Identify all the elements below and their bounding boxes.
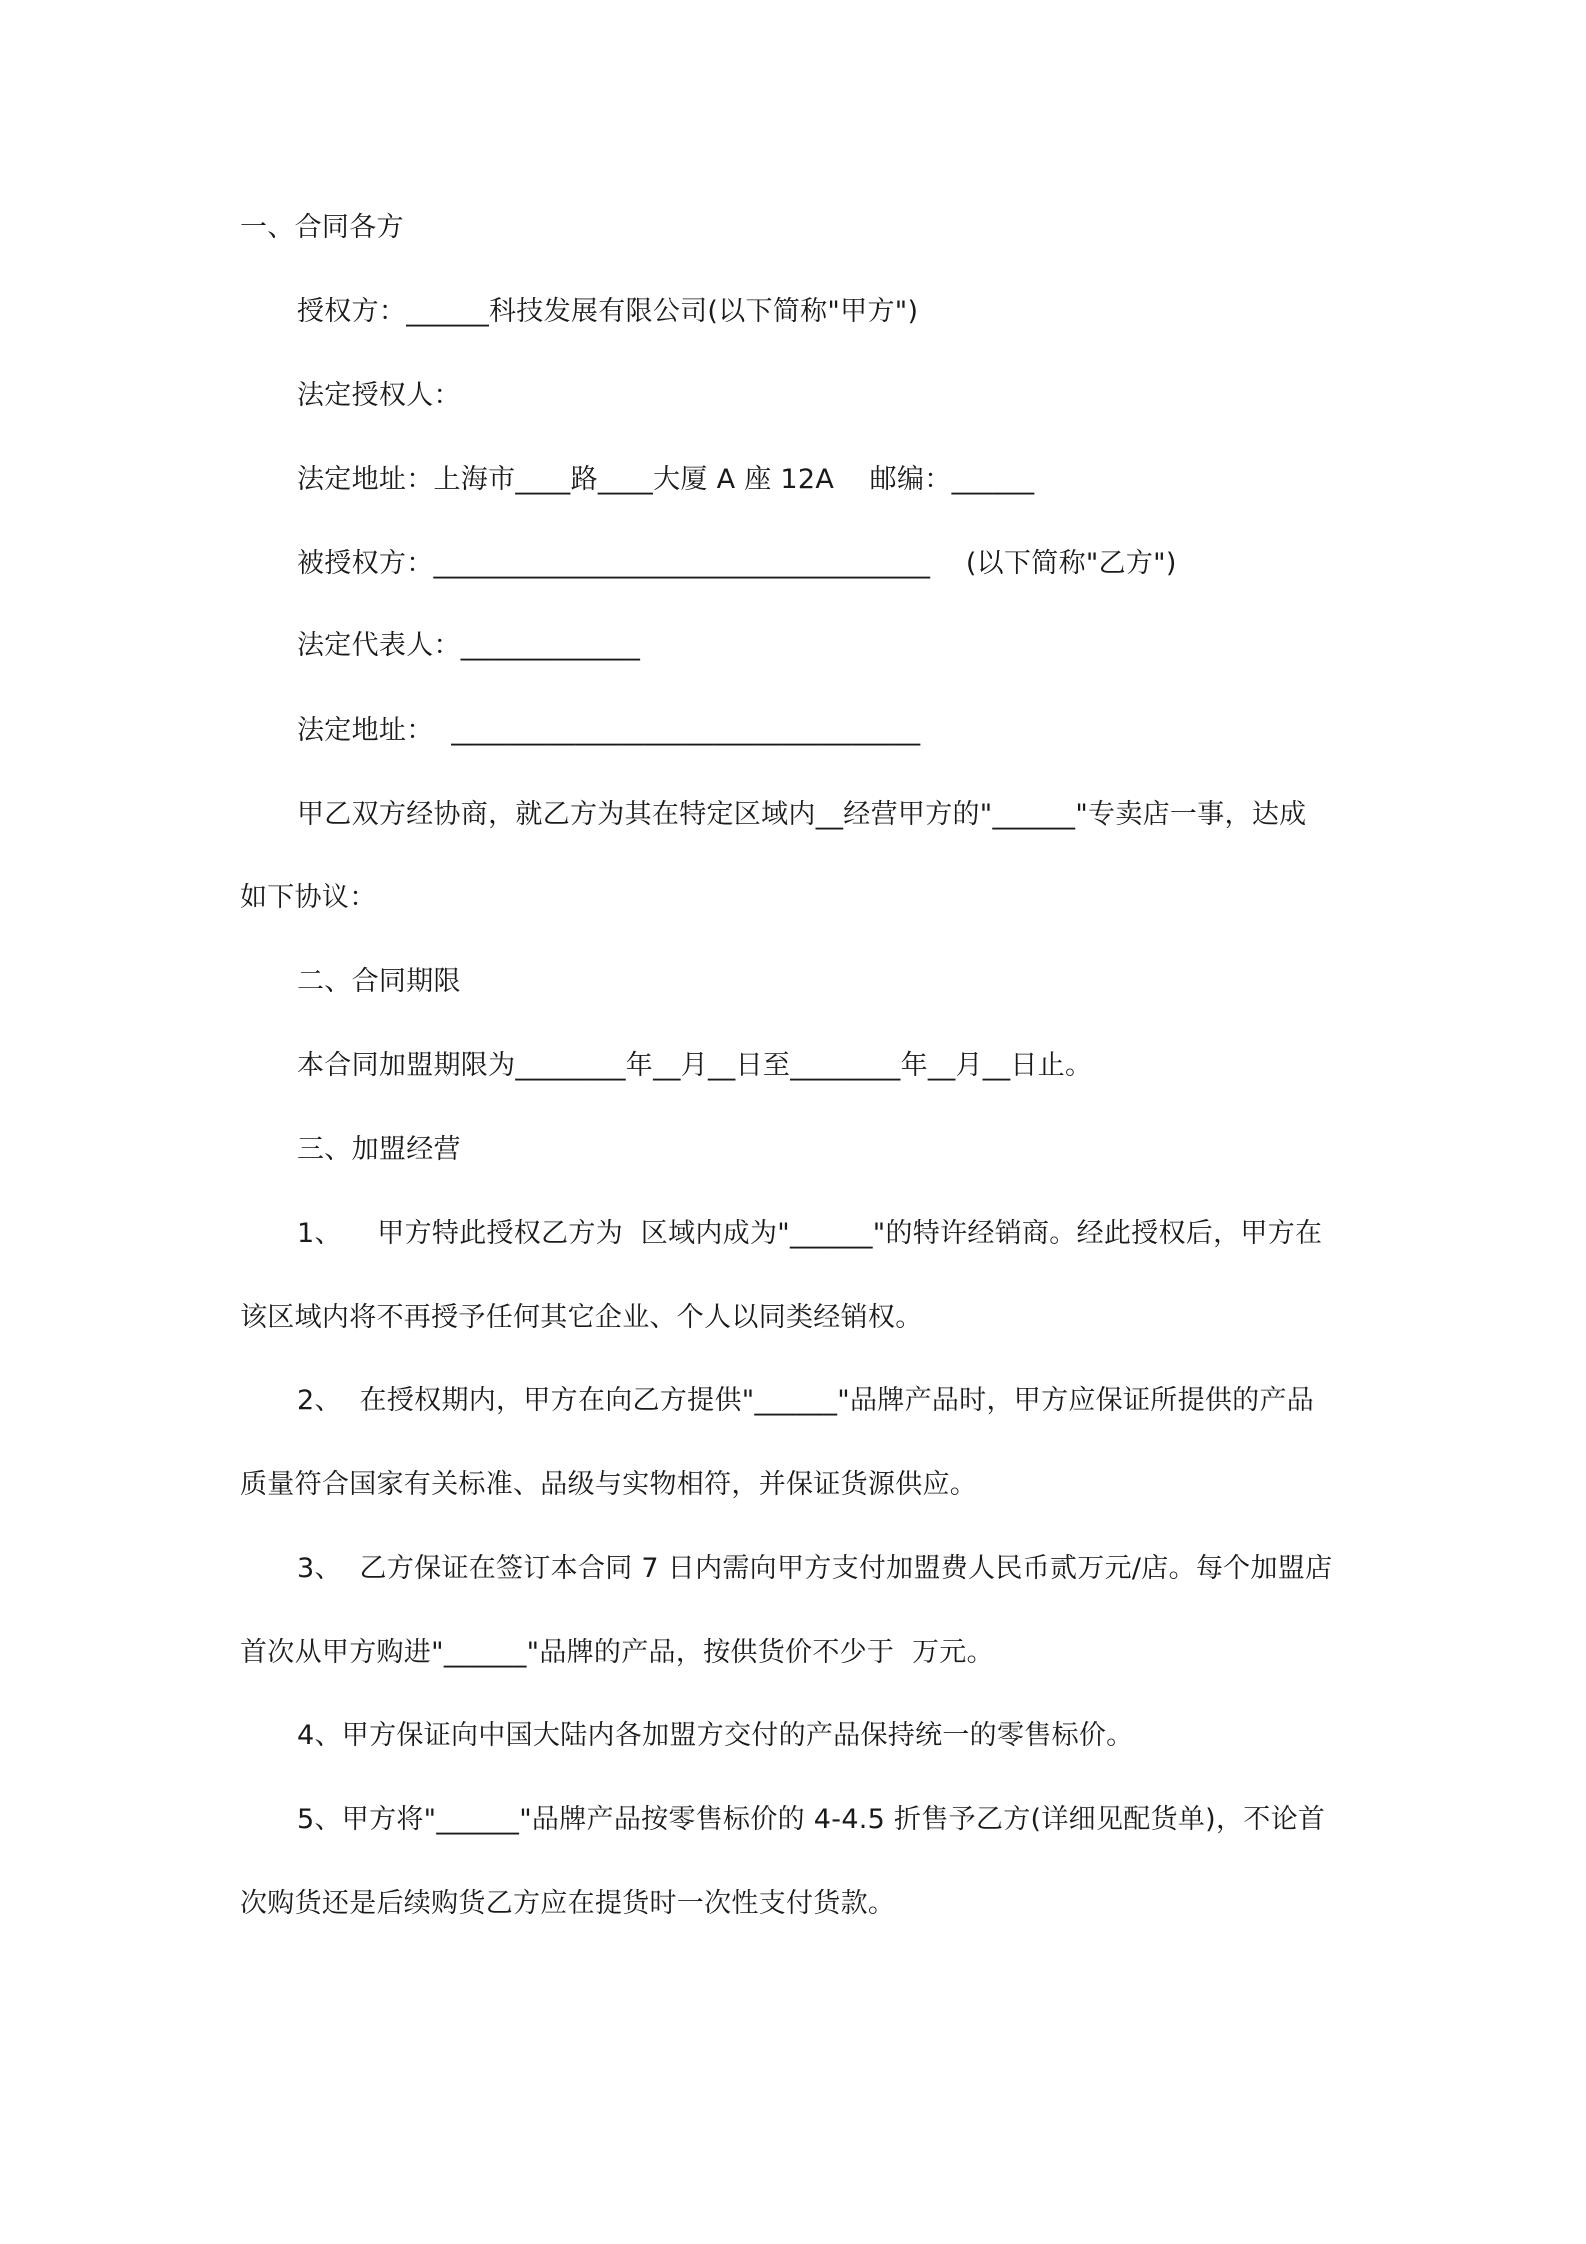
licensee-line: 被授权方：____________________________________ (以下简称"乙方") xyxy=(297,548,1177,579)
clause-5-line-1: 5、甲方将"______"品牌产品按零售标价的 4-4.5 折售予乙方(详细见配货单)，不论首 xyxy=(297,1804,1326,1835)
section-heading-term: 二、合同期限 xyxy=(297,966,461,997)
preamble-line-1: 甲乙双方经协商，就乙方为其在特定区域内__经营甲方的"______"专卖店一事，达成 xyxy=(297,799,1307,830)
licensor-line: 授权方：______科技发展有限公司(以下简称"甲方") xyxy=(297,296,919,327)
clause-5-line-2: 次购货还是后续购货乙方应在提货时一次性支付货款。 xyxy=(240,1888,896,1919)
licensor-address-line: 法定地址：上海市____路____大厦 A 座 12A 邮编：______ xyxy=(297,464,1035,495)
clause-4-line: 4、甲方保证向中国大陆内各加盟方交付的产品保持统一的零售标价。 xyxy=(297,1720,1134,1751)
preamble-line-2: 如下协议： xyxy=(240,882,377,913)
clause-2-line-1: 2、 在授权期内，甲方在向乙方提供"______"品牌产品时，甲方应保证所提供的产品 xyxy=(297,1385,1315,1416)
clause-1-line-1: 1、 甲方特此授权乙方为 区域内成为"______"的特许经销商。经此授权后，甲方在 xyxy=(297,1218,1323,1249)
clause-3-line-1: 3、 乙方保证在签订本合同 7 日内需向甲方支付加盟费人民币贰万元/店。每个加盟店 xyxy=(297,1553,1333,1584)
term-clause-line: 本合同加盟期限为________年__月__日至________年__月__日止。 xyxy=(297,1050,1093,1081)
legal-authorizer-line: 法定授权人： xyxy=(297,380,461,411)
clause-3-line-2: 首次从甲方购进"______"品牌的产品，按供货价不少于 万元。 xyxy=(240,1637,994,1668)
legal-representative-line: 法定代表人：_____________ xyxy=(297,630,641,661)
clause-2-line-2: 质量符合国家有关标准、品级与实物相符，并保证货源供应。 xyxy=(240,1469,978,1500)
clause-1-line-2: 该区域内将不再授予任何其它企业、个人以同类经销权。 xyxy=(240,1302,923,1333)
licensee-address-line: 法定地址： __________________________________ xyxy=(297,715,921,746)
section-heading-parties: 一、合同各方 xyxy=(240,212,404,243)
section-heading-franchise: 三、加盟经营 xyxy=(297,1134,461,1165)
